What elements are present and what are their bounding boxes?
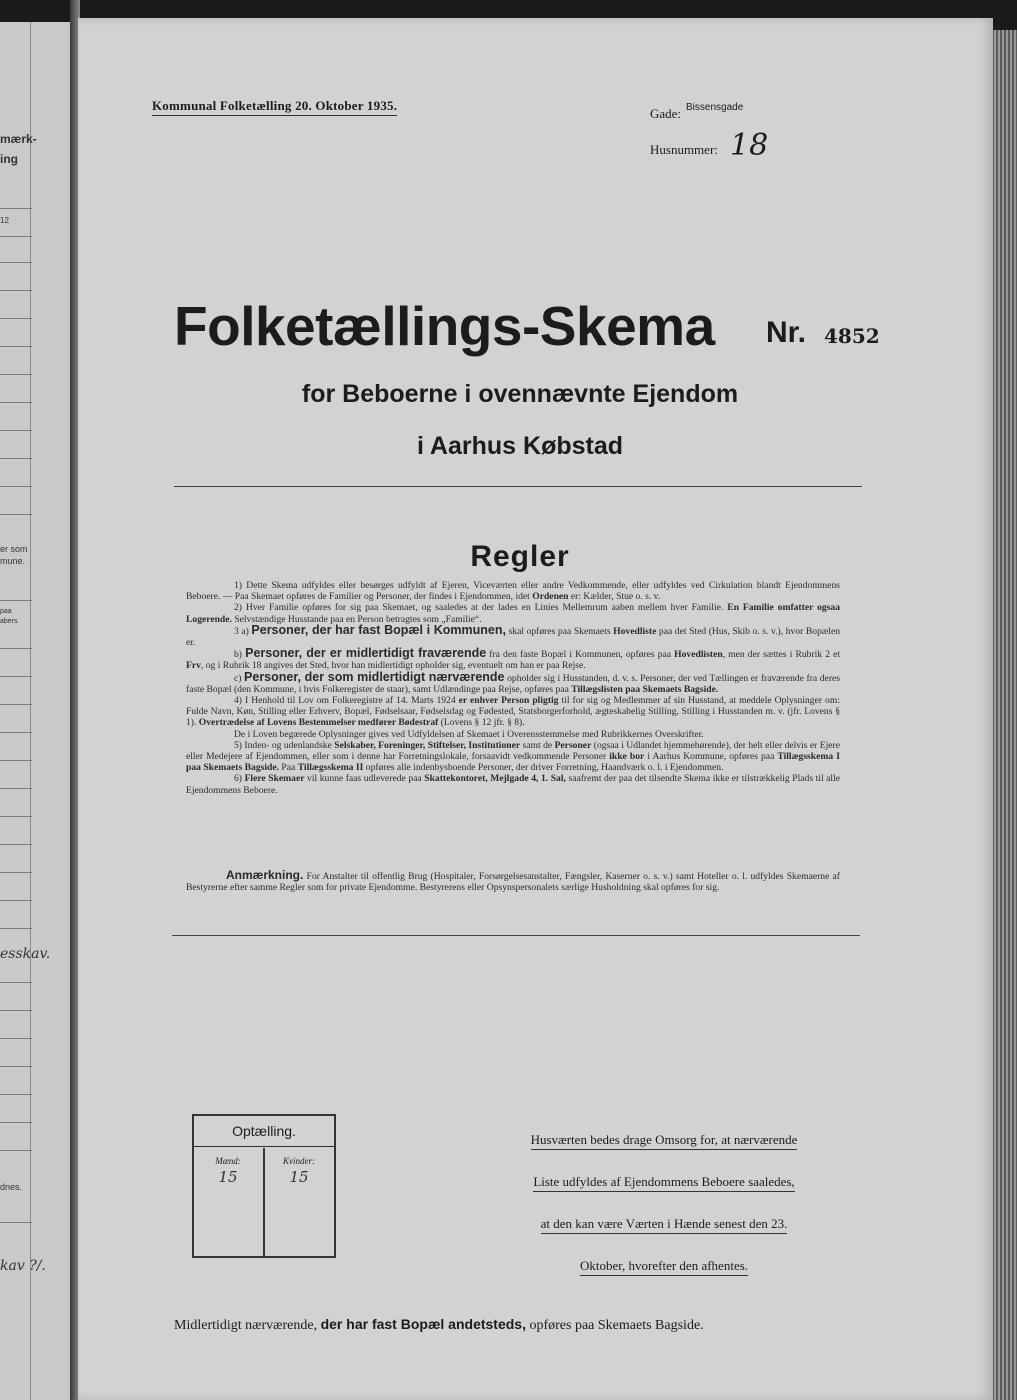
left-page-fragment: mærk- <box>0 132 37 146</box>
rule-4-note: De i Loven begærede Oplysninger gives ved Udfyldelsen af Skemaet i Overensstemmelse med Rubrikkernes Overskrifter. <box>234 728 704 740</box>
left-page-fragment: mune. <box>0 556 26 566</box>
page-stack-edge <box>990 30 1017 1400</box>
left-page-fragment: paa <box>0 608 12 615</box>
left-adjacent-page <box>0 22 72 1400</box>
notice-line: Oktober, hvorefter den afhentes. <box>580 1257 748 1276</box>
form-number-value: 4852 <box>824 324 880 348</box>
rule-3c: c) Personer, der som midlertidigt nærværende opholder sig i Husstanden, d. v. s. Personer, der ved Tællingen er fraværende fra deres faste Bopæl (den Kommune, i hvis Folkeregister de staar), samt Udlændinge paa Rejse, opføres paa Tillægslisten paa Skemaets Bagside. <box>186 669 840 695</box>
tally-women-value: 15 <box>289 1168 309 1186</box>
left-page-fragment: abers <box>0 618 18 625</box>
census-header: Kommunal Folketælling 20. Oktober 1935. <box>152 98 397 116</box>
notice-line: Liste udfyldes af Ejendommens Beboere saaledes, <box>533 1173 794 1192</box>
divider <box>174 486 862 487</box>
rule-5: 5) Inden- og udenlandske Selskaber, Foreninger, Stiftelser, Institutioner samt de Personer (ogsaa i Udlandet hjemmehørende), der helt eller delvis er Ejere eller Medejere af Ejendommen, eller som i denne har Forretningslokale, forsaavidt vedkommende Personer ikke bor i Aarhus Kommune, opføres paa Tillægsskema I paa Skemaets Bagside. Paa Tillægsskema II opføres alle indenbysboende Personer, der driver Forretning, Haandværk o. l. i Ejendommen. <box>186 739 841 774</box>
notice-line: Husværten bedes drage Omsorg for, at nærværende <box>531 1131 798 1150</box>
tally-men-value: 15 <box>218 1168 238 1186</box>
rules-heading: Regler <box>470 540 570 573</box>
street-value: Bissensgade <box>686 102 744 113</box>
rule-2: 2) Hver Familie opføres for sig paa Skemaet, og saaledes at der lades en Linies Mellemrum aaben mellem hver Familie. En Familie omfatter ogsaa Logerende. Selvstændige Husstande paa en Person betragtes som „Familie“. <box>186 602 840 625</box>
rule-4: 4) I Henhold til Lov om Folkeregistre af 14. Marts 1924 er enhver Person pligtig til for sig og Medlemmer af sin Husstand, at meddele Oplysninger om: Fulde Navn, Køn, Stilling eller Erhverv, Bopæl, Fødselsaar, Fødselsdag og Fødested, Statsborgerforhold, ægteskabelig Stilling, Stilling i Husstanden m. v. (jfr. Lovens § 1). Overtrædelse af Lovens Bestemmelser medfører Bødestraf (Lovens § 12 jfr. § 8). <box>186 695 840 729</box>
form-subtitle-city: i Aarhus Købstad <box>416 432 624 460</box>
tally-heading: Optælling. <box>194 1116 334 1147</box>
house-number-label: Husnummer: <box>650 142 718 157</box>
rule-3a: 3 a) Personer, der har fast Bopæl i Kommunen, skal opføres paa Skemaets Hovedliste paa det Sted (Hus, Skib o. s. v.), hvor Bopælen er. <box>186 622 840 649</box>
left-page-handwriting: kav ?/. <box>0 1258 46 1274</box>
left-page-fragment: dnes. <box>0 1182 23 1192</box>
census-form-page <box>78 18 993 1400</box>
notice-line: at den kan være Værten i Hænde senest den 23. <box>541 1215 788 1234</box>
form-subtitle: for Beboerne i ovennævnte Ejendom <box>301 380 739 408</box>
remark-body: For Anstalter til offentlig Brug (Hospitaler, Forsørgelsesanstalter, Fængsler, Kaserner o. s. v.) samt Hoteller o. l. udfyldes Skemaerne af Bestyrerne efter samme Regler som for private Ejendomme. Bestyrerens eller Opsynspersonalets særlige Husholdning skal opføres for sig. <box>186 871 840 894</box>
rules-text <box>186 580 840 796</box>
left-page-handwriting: esskav. <box>0 946 51 962</box>
tally-box <box>192 1114 336 1258</box>
form-title: Folketællings-Skema <box>174 295 715 357</box>
remark-lead: Anmærkning. <box>226 868 304 882</box>
left-page-fragment: 12 <box>0 216 9 225</box>
left-page-fragment: ing <box>0 152 18 166</box>
house-number-value: 18 <box>730 128 769 163</box>
left-page-column-line <box>30 22 31 1400</box>
street-label: Gade: <box>650 106 682 121</box>
rule-1: 1) Dette Skema udfyldes eller besørges udfyldt af Ejeren, Viceværten eller andre Vedkommende, eller udfyldes ved Cirkulation blandt Ejendommens Beboere. — Paa Skemaet opføres de Familier og Personer, der findes i Ejendommen, idet Ordenen er: Kælder, Stue o. s. v. <box>186 580 840 603</box>
footer-note: Midlertidigt nærværende, der har fast Bopæl andetsteds, opføres paa Skemaets Bagside. <box>174 1316 704 1333</box>
divider <box>172 935 860 936</box>
rule-3b: b) Personer, der er midlertidigt fraværende fra den faste Bopæl i Kommunen, opføres paa Hovedlisten, men der sættes i Rubrik 2 et Frv, og i Rubrik 18 angives det Sted, hvor han midlertidigt opholder sig, eventuelt om han er paa Rejse. <box>186 646 841 672</box>
tally-women-label: Kvinder: <box>283 1156 315 1166</box>
remark-text <box>186 870 840 894</box>
left-page-fragment: er som <box>0 544 28 554</box>
form-number-label: Nr. <box>766 316 807 349</box>
landlord-notice <box>490 1123 838 1291</box>
tally-men-label: Mænd: <box>215 1156 241 1166</box>
rule-6: 6) Flere Skemaer vil kunne faas udleverede paa Skattekontoret, Mejlgade 4, 1. Sal, saafremt der paa det tilsendte Skema ikke er tilstrækkelig Plads til alle Ejendommens Beboere. <box>186 773 841 796</box>
